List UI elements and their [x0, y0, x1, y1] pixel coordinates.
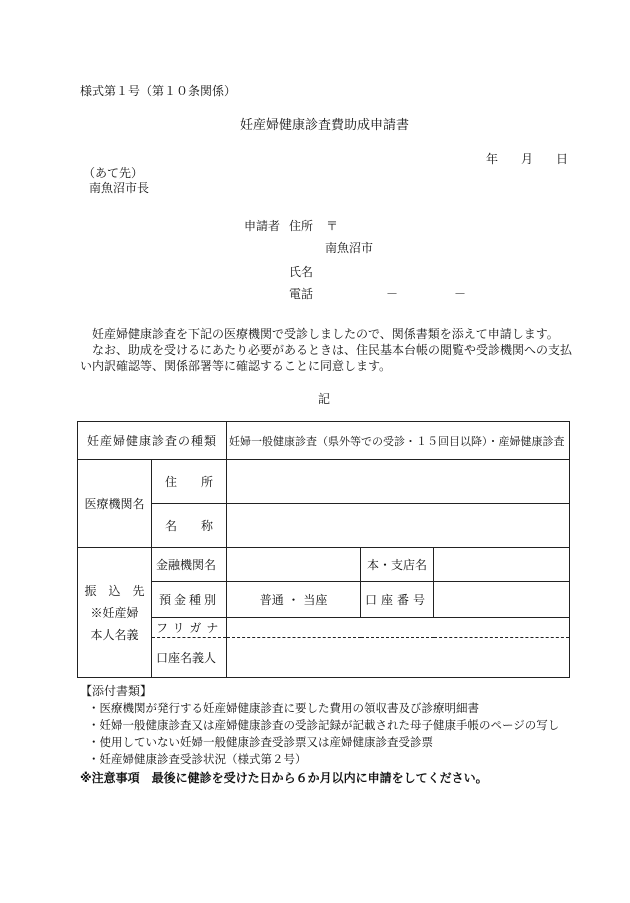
- statement-line-2: なお、助成を受けるにあたり必要があるときは、住民基本台帳の閲覧や受診機関への支払い内訳確認等、関係部署等に確認することに同意します。: [80, 343, 573, 373]
- furigana-label: フリガナ: [152, 618, 227, 638]
- branch-field[interactable]: [434, 548, 570, 582]
- bank-name-label: 金融機関名: [152, 548, 227, 582]
- statement-line-1: 妊産婦健康診査を下記の医療機関で受診しましたので、関係書類を添えて申請します。: [92, 327, 559, 341]
- bank-row: [78, 548, 570, 582]
- phone-dash-2: －: [454, 287, 467, 301]
- applicant-phone-label: 電話: [289, 287, 314, 301]
- account-number-field[interactable]: [434, 582, 570, 618]
- date-year-label: 年: [486, 152, 499, 166]
- attachments-heading: 【添付書類】: [80, 684, 153, 698]
- notice-text: ※注意事項 最後に健診を受けた日から６か月以内に申請をしてください。: [80, 771, 488, 785]
- account-type-value[interactable]: 普通 ・ 当座: [227, 582, 361, 618]
- branch-label: 本・支店名: [361, 548, 434, 582]
- bank-name-field[interactable]: [227, 548, 361, 582]
- attachment-item: ・妊婦一般健康診査又は産婦健康診査の受診記録が記載された母子健康手帳のページの写し: [88, 718, 560, 732]
- holder-row: [78, 638, 570, 678]
- account-number-label: 口座番号: [361, 582, 434, 618]
- application-table: [77, 421, 570, 678]
- form-number: 様式第１号（第１０条関係）: [80, 84, 237, 98]
- transfer-label-line-3: 本人名義: [90, 627, 139, 642]
- ki-mark: 記: [318, 392, 331, 406]
- exam-type-value[interactable]: 妊婦一般健康診査（県外等での受診・１５回目以降）・産婦健康診査: [227, 422, 570, 460]
- statement: [80, 326, 580, 374]
- institution-address-label: 住 所: [152, 460, 227, 504]
- attachments-section: [80, 683, 559, 768]
- institution-name-field[interactable]: [227, 504, 570, 548]
- account-type-label: 預金種別: [152, 582, 227, 618]
- date-month-label: 月: [521, 152, 534, 166]
- applicant-label: 申請者: [244, 219, 281, 233]
- account-row: [78, 582, 570, 618]
- institution-name-row: [78, 504, 570, 548]
- exam-type-label: 妊産婦健康診査の種類: [78, 422, 227, 460]
- date-day-label: 日: [556, 152, 569, 166]
- furigana-field[interactable]: [227, 618, 570, 638]
- furigana-row: [78, 618, 570, 638]
- postal-mark: 〒: [326, 219, 339, 233]
- transfer-label-line-2: ※妊産婦: [90, 605, 139, 620]
- addressee-name: 南魚沼市長: [89, 181, 150, 195]
- institution-name-label: 名 称: [152, 504, 227, 548]
- form-title: 妊産婦健康診査費助成申請書: [240, 118, 410, 133]
- attachment-item: ・妊産婦健康診査受診状況（様式第２号）: [88, 752, 307, 766]
- attachment-item: ・使用していない妊婦一般健康診査受診票又は産婦健康診査受診票: [88, 735, 433, 749]
- addressee-label: （あて先）: [83, 166, 144, 180]
- holder-label: 口座名義人: [152, 638, 227, 678]
- institution-label: 医療機関名: [78, 460, 152, 548]
- transfer-label-line-1: 振 込 先: [84, 583, 145, 598]
- holder-field[interactable]: [227, 638, 570, 678]
- applicant-name-label: 氏名: [289, 265, 314, 279]
- institution-address-row: [78, 460, 570, 504]
- applicant-address-label: 住所: [289, 219, 314, 233]
- attachment-item: ・医療機関が発行する妊産婦健康診査に要した費用の領収書及び診療明細書: [88, 701, 479, 715]
- institution-address-field[interactable]: [227, 460, 570, 504]
- phone-dash-1: －: [386, 287, 399, 301]
- exam-type-row: [78, 422, 570, 460]
- transfer-destination-label: [78, 548, 152, 678]
- applicant-city: 南魚沼市: [325, 241, 374, 255]
